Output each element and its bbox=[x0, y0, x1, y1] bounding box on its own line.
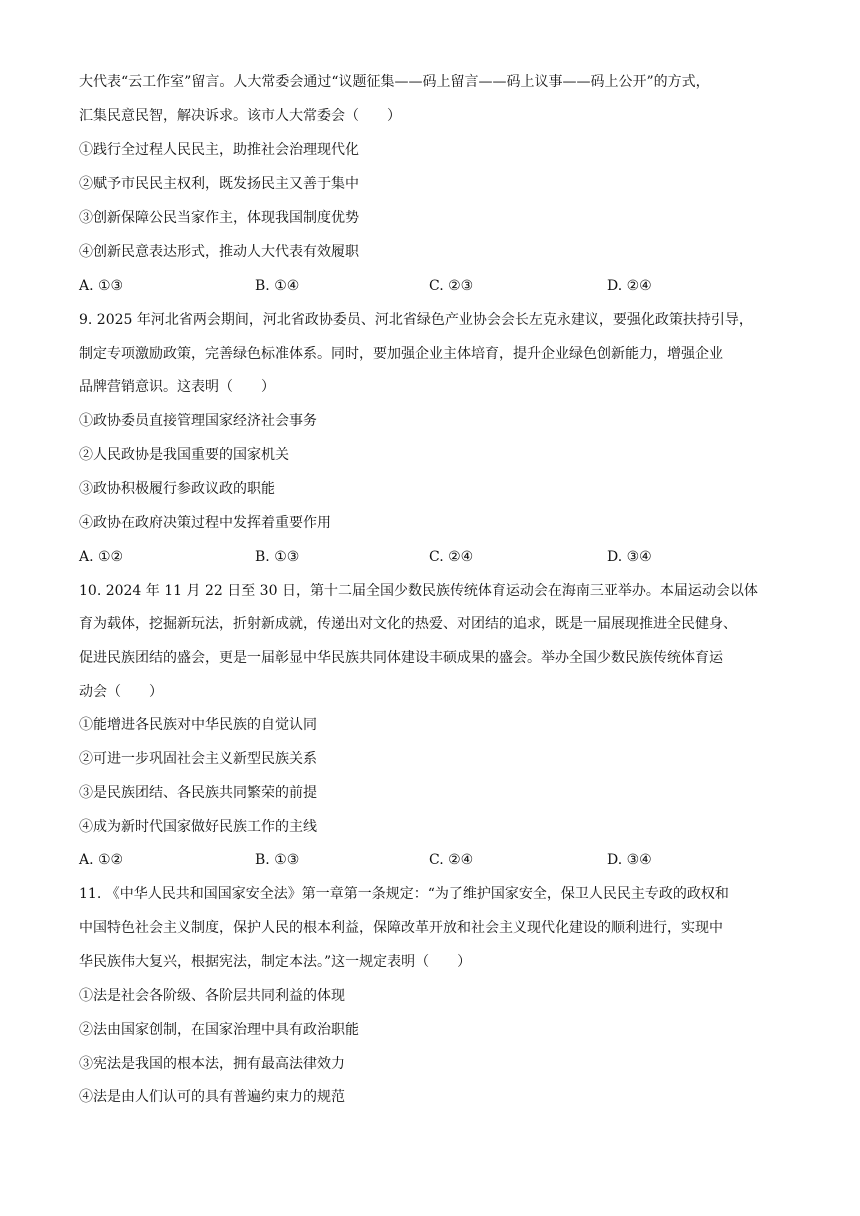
question-9-statement-4: ④政协在政府决策过程中发挥着重要作用 bbox=[79, 515, 331, 531]
question-10-statement-2: ②可进一步巩固社会主义新型民族关系 bbox=[79, 751, 317, 767]
question-10-text-line-2: 育为载体，挖掘新玩法，折射新成就，传递出对文化的热爱、对团结的追求，既是一届展现推进全民健身、 bbox=[79, 616, 737, 632]
question-11-text-line-2: 中国特色社会主义制度，保护人民的根本利益，保障改革开放和社会主义现代化建设的顺利进行，实现中 bbox=[79, 920, 723, 936]
question-9-statement-2: ②人民政协是我国重要的国家机关 bbox=[79, 447, 289, 463]
question-8-option-c: C. ②③ bbox=[429, 278, 474, 294]
question-9-option-c: C. ②④ bbox=[429, 549, 474, 565]
question-9-text-line-1: 9. 2025 年河北省两会期间，河北省政协委员、河北省绿色产业协会会长左克永建议，要强化政策扶持引导， bbox=[79, 312, 753, 328]
question-8-statement-3: ③创新保障公民当家作主，体现我国制度优势 bbox=[79, 210, 359, 226]
question-10-option-b: B. ①③ bbox=[255, 852, 300, 868]
question-11-statement-1: ①法是社会各阶级、各阶层共同利益的体现 bbox=[79, 988, 345, 1004]
question-10-option-a: A. ①② bbox=[79, 852, 124, 868]
question-11-text-line-3: 华民族伟大复兴，根据宪法，制定本法。”这一规定表明（ ） bbox=[79, 954, 472, 970]
question-9-option-b: B. ①③ bbox=[255, 549, 300, 565]
question-9-statement-3: ③政协积极履行参政议政的职能 bbox=[79, 481, 275, 497]
question-8-statement-4: ④创新民意表达形式，推动人大代表有效履职 bbox=[79, 244, 359, 260]
question-8-text-line-2: 汇集民意民智，解决诉求。该市人大常委会（ ） bbox=[79, 108, 401, 124]
question-11-statement-2: ②法由国家创制，在国家治理中具有政治职能 bbox=[79, 1022, 359, 1038]
question-10-option-d: D. ③④ bbox=[607, 852, 652, 868]
question-9-options bbox=[79, 547, 791, 567]
question-11-statement-3: ③宪法是我国的根本法，拥有最高法律效力 bbox=[79, 1056, 345, 1072]
question-8-options bbox=[79, 276, 791, 296]
question-10-text-line-3: 促进民族团结的盛会，更是一届彰显中华民族共同体建设丰硕成果的盛会。举办全国少数民族传统体育运 bbox=[79, 650, 723, 666]
question-8-statement-2: ②赋予市民民主权利，既发扬民主又善于集中 bbox=[79, 176, 359, 192]
question-8-statement-1: ①践行全过程人民民主，助推社会治理现代化 bbox=[79, 142, 359, 158]
question-10-statement-1: ①能增进各民族对中华民族的自觉认同 bbox=[79, 717, 317, 733]
question-9-text-line-3: 品牌营销意识。这表明（ ） bbox=[79, 379, 275, 395]
question-8-text-line-1: 大代表“云工作室”留言。人大常委会通过“议题征集——码上留言——码上议事——码上公开”的方式， bbox=[79, 74, 710, 90]
question-11-statement-4: ④法是由人们认可的具有普遍约束力的规范 bbox=[79, 1089, 345, 1105]
question-10-options bbox=[79, 850, 791, 870]
question-8-option-b: B. ①④ bbox=[255, 278, 300, 294]
question-9-option-d: D. ③④ bbox=[607, 549, 652, 565]
question-8-option-d: D. ②④ bbox=[607, 278, 652, 294]
question-10-option-c: C. ②④ bbox=[429, 852, 474, 868]
question-8-option-a: A. ①③ bbox=[79, 278, 124, 294]
question-11-text-line-1: 11. 《中华人民共和国国家安全法》第一章第一条规定：“为了维护国家安全，保卫人民民主专政的政权和 bbox=[79, 886, 729, 902]
question-10-text-line-1: 10. 2024 年 11 月 22 日至 30 日，第十二届全国少数民族传统体育运动会在海南三亚举办。本届运动会以体 bbox=[79, 583, 758, 599]
question-10-text-line-4: 动会（ ） bbox=[79, 684, 163, 700]
question-9-text-line-2: 制定专项激励政策，完善绿色标准体系。同时，要加强企业主体培育，提升企业绿色创新能力，增强企业 bbox=[79, 346, 723, 362]
question-9-statement-1: ①政协委员直接管理国家经济社会事务 bbox=[79, 413, 317, 429]
question-9-option-a: A. ①② bbox=[79, 549, 124, 565]
question-10-statement-4: ④成为新时代国家做好民族工作的主线 bbox=[79, 819, 317, 835]
question-10-statement-3: ③是民族团结、各民族共同繁荣的前提 bbox=[79, 785, 317, 801]
